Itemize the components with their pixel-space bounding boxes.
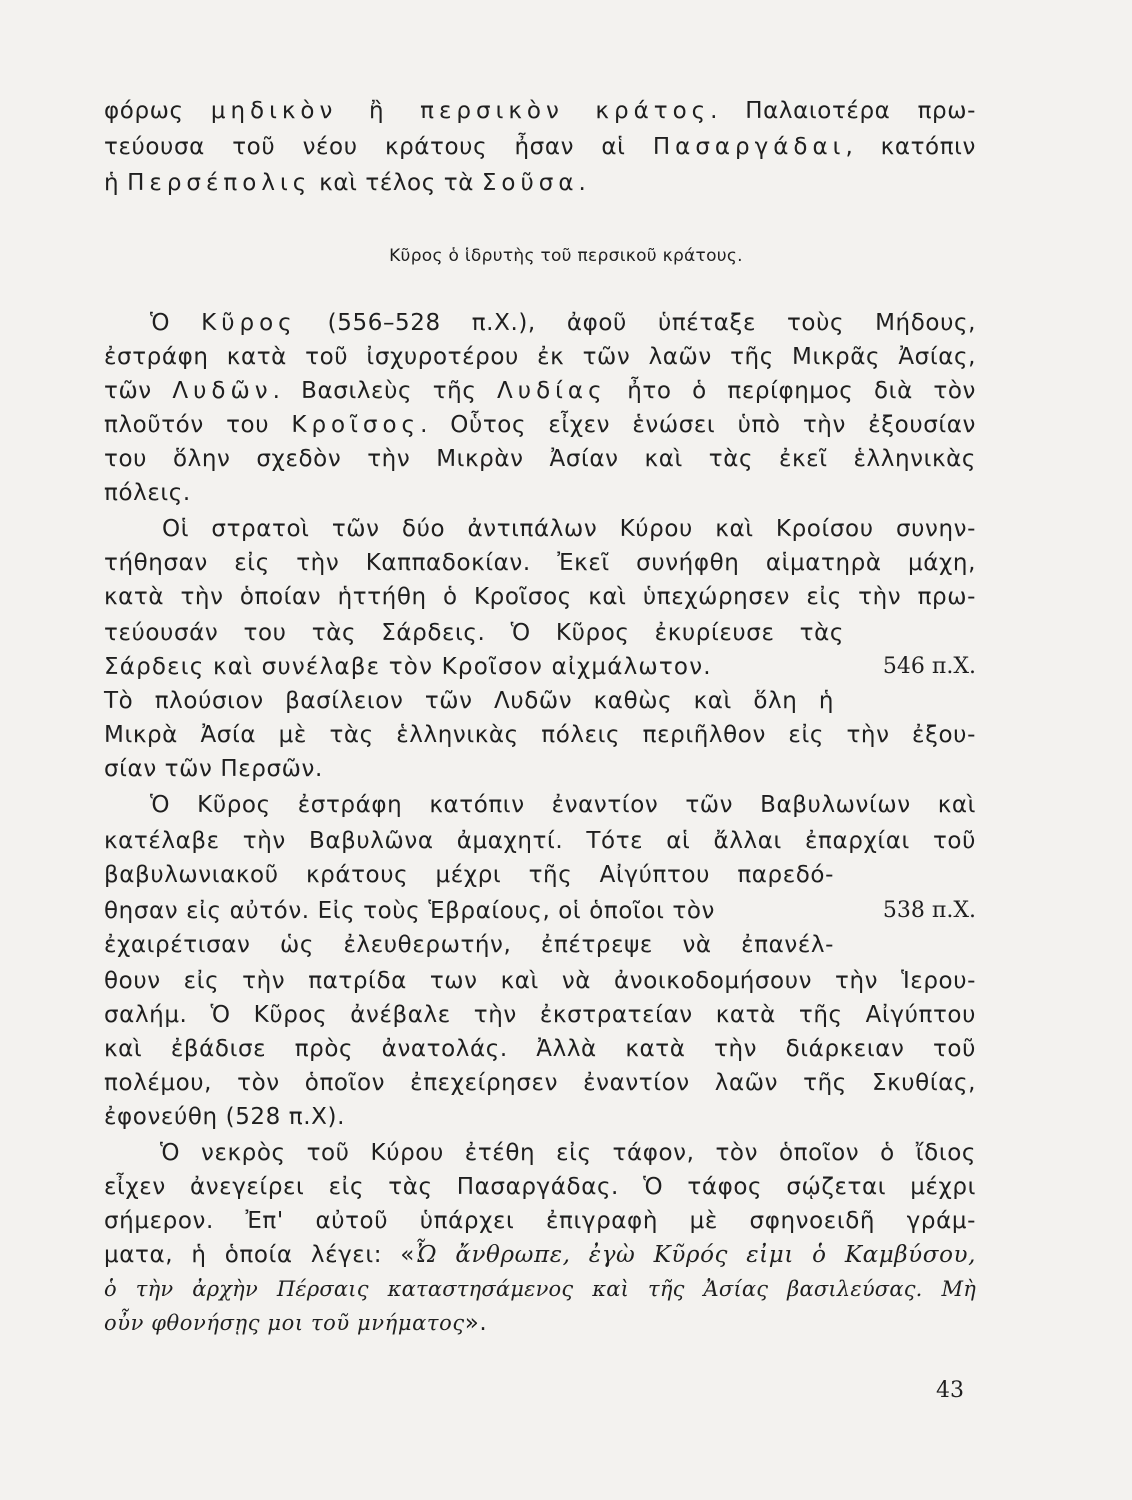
text-line: ἐχαιρέτισαν ὡς ἐλευθερωτήν, ἐπέτρεψε νὰ ἐπανέλ- [104, 932, 834, 958]
margin-date: 538 π.Χ. [882, 898, 976, 923]
text-line: σίαν τῶν Περσῶν. [104, 756, 323, 782]
text-line: Ὁ νεκρὸς τοῦ Κύρου ἐτέθη εἰς τάφον, τὸν ὁποῖον ὁ ἴδιος [160, 1140, 976, 1166]
text-line: Σάρδεις καὶ συνέλαβε τὸν Κροῖσον αἰχμάλωτον. 546 π.Χ. [104, 654, 976, 680]
text-line: οὖν φθονήσῃς μοι τοῦ μνήματος». [104, 1310, 488, 1336]
text-line: θουν εἰς τὴν πατρίδα των καὶ νὰ ἀνοικοδομήσουν τὴν Ἱερου- [104, 968, 976, 994]
text-line: σαλήμ. Ὁ Κῦρος ἀνέβαλε τὴν ἐκστρατείαν κατὰ τῆς Αἰγύπτου [104, 1002, 976, 1028]
text-line: σήμερον. Ἐπ' αὐτοῦ ὑπάρχει ἐπιγραφὴ μὲ σφηνοειδῆ γράμ- [104, 1208, 976, 1234]
text-line: ἐστράφη κατὰ τοῦ ἰσχυροτέρου ἐκ τῶν λαῶν τῆς Μικρᾶς Ἀσίας, [104, 344, 976, 370]
text-line: τεύουσάν του τὰς Σάρδεις. Ὁ Κῦρος ἐκυρίευσε τὰς [104, 620, 844, 646]
text-line: θησαν εἰς αὐτόν. Εἰς τοὺς Ἑβραίους, οἱ ὁποῖοι τὸν 538 π.Χ. [104, 898, 976, 924]
text-line: ἡ Περσέπολις καὶ τέλος τὰ Σοῦσα. [104, 170, 587, 196]
text-line: πλοῦτόν του Κροῖσος. Οὗτος εἶχεν ἑνώσει ὑπὸ τὴν ἐξουσίαν [104, 412, 977, 438]
text-line: τεύουσα τοῦ νέου κράτους ἦσαν αἱ Πασαργάδαι, κατόπιν [104, 134, 976, 160]
text-line: πόλεις. [104, 480, 191, 506]
text-line: του ὅλην σχεδὸν τὴν Μικρὰν Ἀσίαν καὶ τὰς ἐκεῖ ἑλληνικὰς [104, 446, 976, 472]
text-line: εἶχεν ἀνεγείρει εἰς τὰς Πασαργάδας. Ὁ τάφος σῴζεται μέχρι [104, 1174, 976, 1200]
text-line: Ὁ Κῦρος ἐστράφη κατόπιν ἐναντίον τῶν Βαβυλωνίων καὶ [150, 792, 976, 818]
text-line: ὁ τὴν ἀρχὴν Πέρσαις καταστησάμενος καὶ τῆς Ἀσίας βασιλεύσας. Μὴ [104, 1277, 976, 1301]
section-heading: Κῦρος ὁ ἱδρυτὴς τοῦ περσικοῦ κράτους. [389, 246, 743, 266]
margin-date: 546 π.Χ. [882, 654, 976, 679]
text-line: ἐφονεύθη (528 π.Χ). [104, 1104, 346, 1130]
page-number: 43 [936, 1378, 964, 1403]
text-line: τήθησαν εἰς τὴν Καππαδοκίαν. Ἐκεῖ συνήφθη αἱματηρὰ μάχη, [104, 550, 976, 576]
text-line: βαβυλωνιακοῦ κράτους μέχρι τῆς Αἰγύπτου παρεδό- [104, 862, 834, 888]
text-line: φόρως μηδικὸν ἢ περσικὸν κράτος. Παλαιοτέρα πρω- [104, 98, 977, 124]
text-line: Μικρὰ Ἀσία μὲ τὰς ἑλληνικὰς πόλεις περιῆλθον εἰς τὴν ἐξου- [104, 722, 976, 748]
text-line: Οἱ στρατοὶ τῶν δύο ἀντιπάλων Κύρου καὶ Κροίσου συνην- [162, 516, 976, 542]
text-line: πολέμου, τὸν ὁποῖον ἐπεχείρησεν ἐναντίον λαῶν τῆς Σκυθίας, [104, 1070, 976, 1096]
text-line: κατὰ τὴν ὁποίαν ἡττήθη ὁ Κροῖσος καὶ ὑπεχώρησεν εἰς τὴν πρω- [104, 584, 976, 610]
text-line: Ὁ Κῦρος (556–528 π.Χ.), ἀφοῦ ὑπέταξε τοὺς Μήδους, [150, 310, 976, 336]
text-line: ματα, ἡ ὁποία λέγει: «Ὦ ἄνθρωπε, ἐγὼ Κῦρός εἰμι ὁ Καμβύσου, [104, 1242, 977, 1268]
text-line: κατέλαβε τὴν Βαβυλῶνα ἀμαχητί. Τότε αἱ ἄλλαι ἐπαρχίαι τοῦ [104, 828, 976, 854]
text-line: Τὸ πλούσιον βασίλειον τῶν Λυδῶν καθὼς καὶ ὅλη ἡ [104, 688, 834, 714]
text-line: καὶ ἐβάδισε πρὸς ἀνατολάς. Ἀλλὰ κατὰ τὴν διάρκειαν τοῦ [104, 1036, 976, 1062]
text-line: τῶν Λυδῶν. Βασιλεὺς τῆς Λυδίας ἦτο ὁ περίφημος διὰ τὸν [104, 378, 977, 404]
